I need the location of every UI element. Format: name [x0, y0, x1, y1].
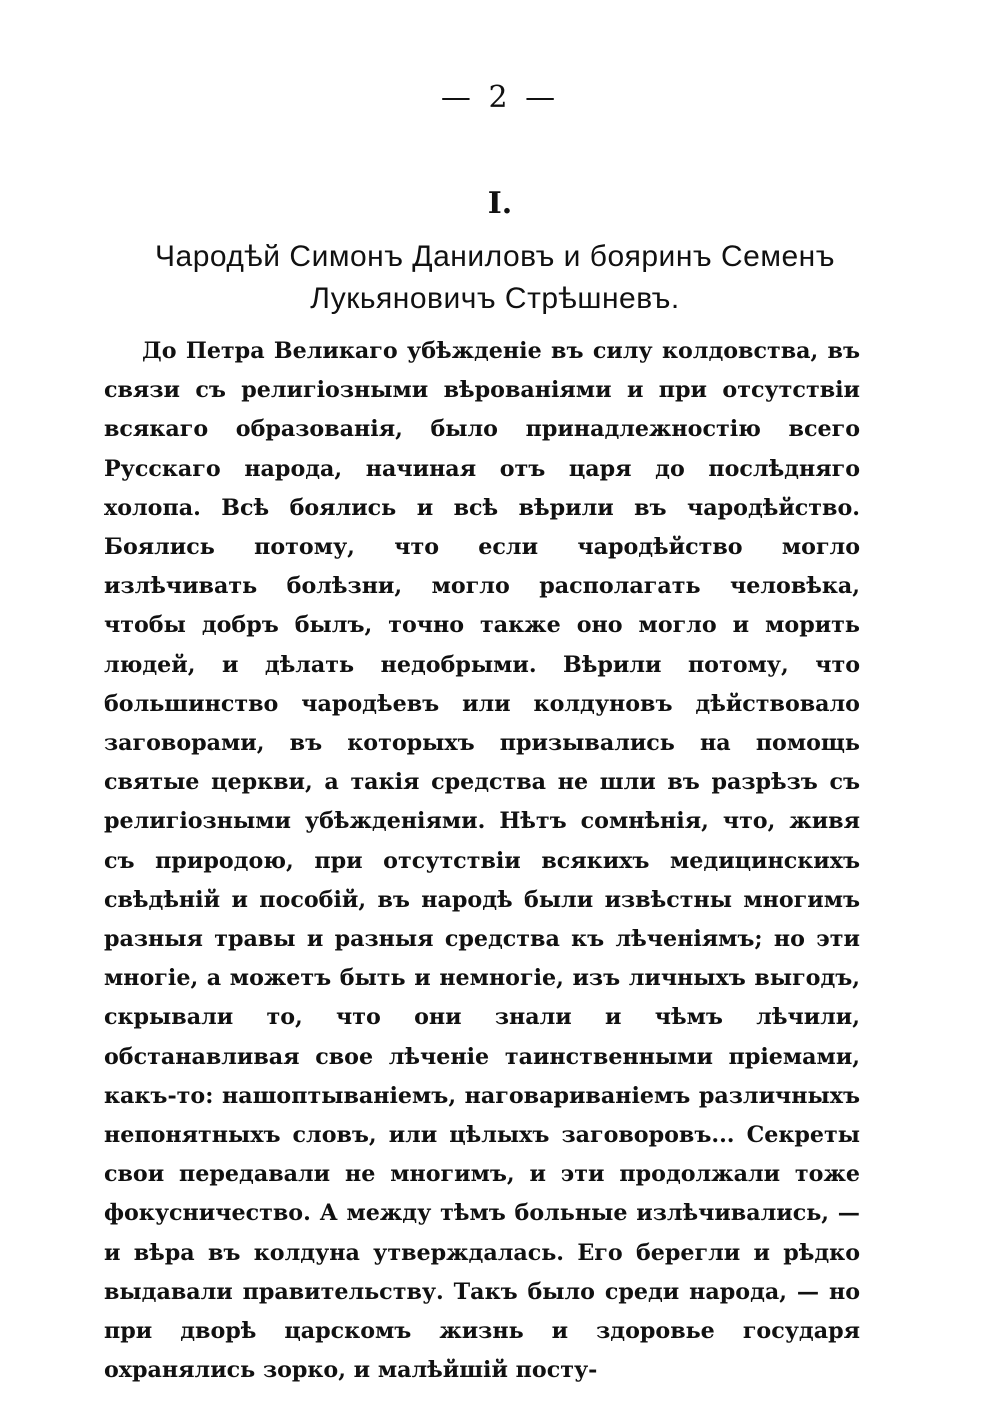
section-number: I. — [487, 186, 513, 221]
body-paragraph: До Петра Великаго убѣжденіе въ силу колдовства, въ связи съ религіозными вѣрованіями и при отсутствіи всякаго образованія, было принадлежностію всего Русскаго народа, начиная отъ царя до послѣдняго холопа. Всѣ боялись и всѣ вѣрили въ чародѣйство. Боялись потому, что если чародѣйство могло излѣчивать болѣзни, могло располагать человѣка, чтобы добръ былъ, точно также оно могло и морить людей, и дѣлать недобрыми. Вѣрили потому, что большинство чародѣевъ или колдуновъ дѣйствовало заговорами, въ которыхъ призывались на помощь святые церкви, а такія средства не шли въ разрѣзъ съ религіозными убѣжденіями. Нѣтъ сомнѣнія, что, живя съ природою, при отсутствіи всякихъ медицинскихъ свѣдѣній и пособій, въ народѣ были извѣстны многимъ разныя травы и разныя средства къ лѣченіямъ; но эти многіе, а можетъ быть и немногіе, изъ личныхъ выгодъ, скрывали то, что они знали и чѣмъ лѣчили, обстанавливая свое лѣченіе таинственными пріемами, какъ-то: нашоптываніемъ, наговариваніемъ различныхъ непонятныхъ словъ, или цѣлыхъ заговоровъ... Секреты свои передавали не многимъ, и эти продолжали тоже фокусничество. А между тѣмъ больные излѣчивались, — и вѣра въ колдуна утверждалась. Его берегли и рѣдко выдавали правительству. Такъ было среди народа, — но при дворѣ царскомъ жизнь и здоровье государя охранялись зорко, и малѣйшій посту- — [104, 338, 860, 1384]
chapter-title: Чародѣй Симонъ Даниловъ и бояринъ Семенъ Лукьяновичъ Стрѣшневъ. — [155, 240, 835, 315]
page-number: — 2 — — [440, 80, 560, 115]
